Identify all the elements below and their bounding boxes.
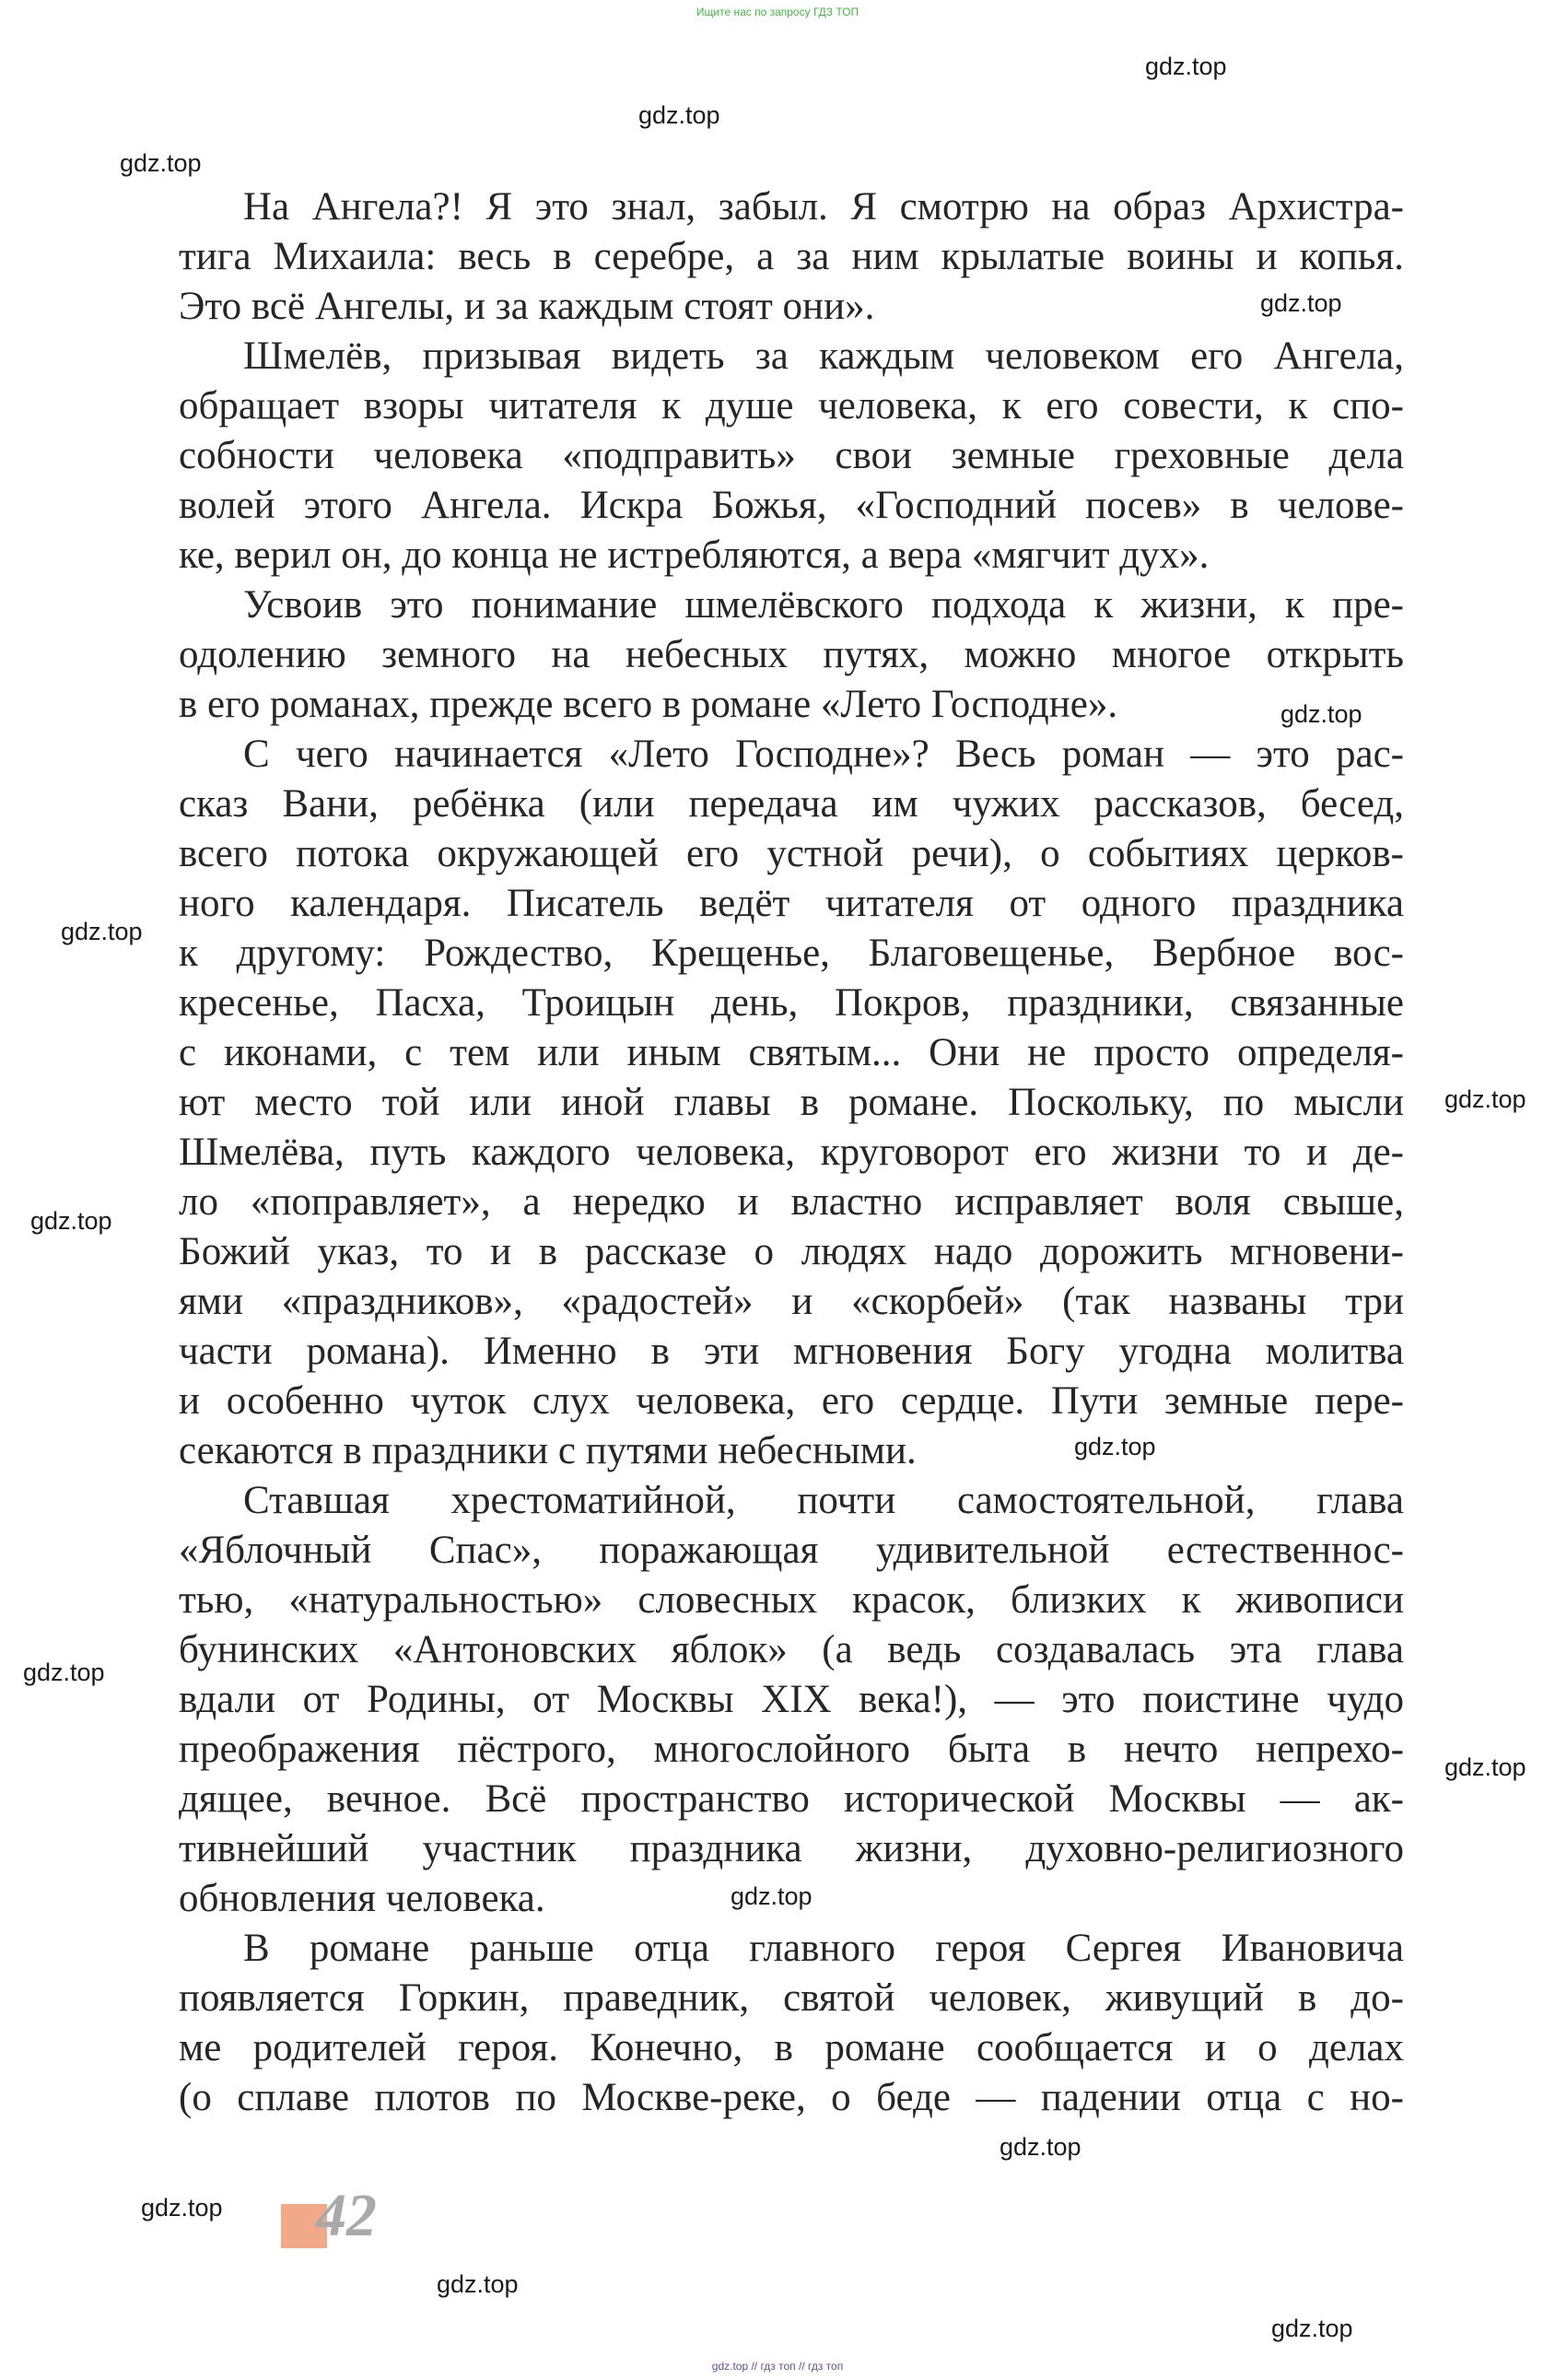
text-line: ло «поправляет», а нередко и властно исправляет воля свыше, — [179, 1180, 1404, 1224]
top-banner[interactable]: Ищите нас по запросу ГДЗ ТОП — [696, 6, 859, 18]
text-line: обновления человека. — [179, 1877, 545, 1920]
text-line: ют место той или иной главы в романе. Поскольку, по мысли — [179, 1081, 1404, 1124]
watermark: gdz.top — [61, 918, 143, 945]
text-line: всего потока окружающей его устной речи), о событиях церков- — [179, 832, 1404, 875]
text-line: На Ангела?! Я это знал, забыл. Я смотрю на образ Архистра- — [243, 185, 1404, 229]
text-line: кресенье, Пасха, Троицын день, Покров, праздники, связанные — [179, 981, 1404, 1025]
text-line: Шмелёв, призывая видеть за каждым человеком его Ангела, — [243, 334, 1404, 378]
text-line: секаются в праздники с путями небесными. — [179, 1429, 917, 1472]
text-line: тивнейший участник праздника жизни, духовно-религиозного — [179, 1827, 1404, 1870]
text-line: С чего начинается «Лето Господне»? Весь роман — это рас- — [243, 733, 1404, 776]
watermark: gdz.top — [1000, 2133, 1081, 2161]
text-line: в его романах, прежде всего в романе «Лето Господне». — [179, 683, 1118, 726]
text-line: ме родителей героя. Конечно, в романе сообщается и о делах — [179, 2026, 1404, 2069]
text-line: тью, «натуральностью» словесных красок, близких к живописи — [179, 1578, 1404, 1622]
text-line: бунинских «Антоновских яблок» (а ведь создавалась эта глава — [179, 1628, 1404, 1671]
watermark: gdz.top — [638, 101, 720, 129]
text-line: дящее, вечное. Всё пространство исторической Москвы — ак- — [179, 1777, 1404, 1821]
watermark: gdz.top — [120, 149, 202, 177]
text-line: Ставшая хрестоматийной, почти самостоятельной, глава — [243, 1479, 1404, 1522]
text-line: с иконами, с тем или иным святым... Они не просто определя- — [179, 1031, 1404, 1074]
text-line: Божий указ, то и в рассказе о людях надо дорожить мгновени- — [179, 1230, 1404, 1273]
text-line: ке, верил он, до конца не истребляются, а вера «мягчит дух». — [179, 533, 1210, 577]
text-line: одолению земного на небесных путях, можно многое открыть — [179, 633, 1404, 676]
text-line: «Яблочный Спас», поражающая удивительной естественнос- — [179, 1529, 1404, 1572]
text-line: ного календаря. Писатель ведёт читателя от одного праздника — [179, 882, 1404, 925]
text-line: собности человека «подправить» свои земные греховные дела — [179, 434, 1404, 477]
text-line: Это всё Ангелы, и за каждым стоят они». — [179, 285, 875, 328]
watermark: gdz.top — [23, 1659, 105, 1686]
text-line: появляется Горкин, праведник, святой человек, живущий в до- — [179, 1976, 1404, 2020]
watermark: gdz.top — [30, 1207, 112, 1235]
text-line: преображения пёстрого, многослойного быта в нечто непрехо- — [179, 1728, 1404, 1771]
text-line: к другому: Рождество, Крещенье, Благовещенье, Вербное вос- — [179, 932, 1404, 975]
text-line: вдали от Родины, от Москвы XIX века!), — это поистине чудо — [179, 1678, 1404, 1721]
text-line: тига Михаила: весь в серебре, а за ним крылатые воины и копья. — [179, 235, 1404, 278]
text-line: части романа). Именно в эти мгновения Богу угодна молитва — [179, 1330, 1404, 1373]
watermark: gdz.top — [1444, 1753, 1526, 1781]
watermark: gdz.top — [1145, 53, 1227, 80]
text-line: обращает взоры читателя к душе человека, к его совести, к спо- — [179, 384, 1404, 428]
text-line: сказ Вани, ребёнка (или передача им чужих рассказов, бесед, — [179, 782, 1404, 826]
text-line: (о сплаве плотов по Москве-реке, о беде — падении отца с но- — [179, 2076, 1404, 2119]
text-line: ями «праздников», «радостей» и «скорбей» (так названы три — [179, 1280, 1404, 1323]
text-line: Шмелёва, путь каждого человека, круговорот его жизни то и де- — [179, 1131, 1404, 1174]
text-line: В романе раньше отца главного героя Сергея Ивановича — [243, 1927, 1404, 1970]
text-line: и особенно чуток слух человека, его сердце. Пути земные пере- — [179, 1379, 1404, 1423]
watermark: gdz.top — [1444, 1085, 1526, 1113]
text-line: Усвоив это понимание шмелёвского подхода к жизни, к пре- — [243, 583, 1404, 627]
watermark: gdz.top — [437, 2270, 519, 2298]
watermark: gdz.top — [1074, 1433, 1156, 1460]
text-line: волей этого Ангела. Искра Божья, «Господний посев» в челове- — [179, 484, 1404, 527]
watermark: gdz.top — [141, 2194, 223, 2222]
watermark: gdz.top — [1280, 700, 1362, 728]
body-text — [179, 182, 1404, 2123]
footer-links[interactable]: gdz.top // гдз топ // гдз топ — [711, 2360, 844, 2373]
watermark: gdz.top — [1260, 289, 1342, 317]
watermark: gdz.top — [1271, 2315, 1353, 2342]
watermark: gdz.top — [731, 1882, 813, 1910]
page-number: 42 — [316, 2182, 377, 2249]
